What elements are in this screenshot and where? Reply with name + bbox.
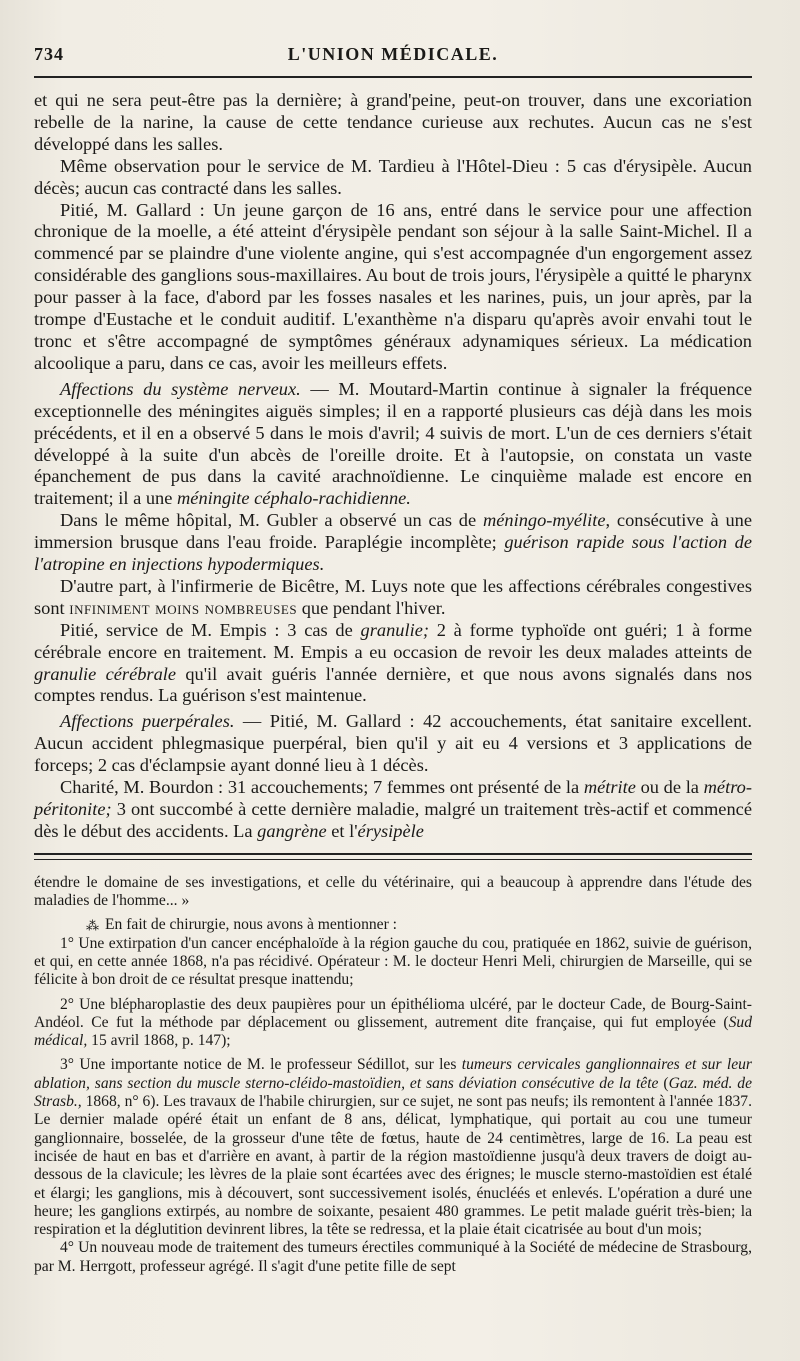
paragraph-text: 4° Un nouveau mode de traitement des tumeurs érectiles communiqué à la Société de médecine de Strasbourg, par M. Herrgott, professeur agrégé. Il s'agit d'une petite fille de sept: [34, 1239, 752, 1275]
paragraph: [34, 156, 752, 200]
italic-term: guérison rapide sous l'action de l'atropine en injections hypodermiques.: [34, 532, 752, 575]
section-heading: Affections du système nerveux.: [60, 378, 301, 399]
paragraph-text: En fait de chirurgie, nous avons à mentionner :: [105, 916, 398, 934]
paragraph-text: et qui ne sera peut-être pas la dernière; à grand'peine, peut-on trouver, dans une excoriation rebelle de la narine, la cause de cette tendance curieuse aux rechutes. Aucun cas ne s'est développé dans les salles.: [34, 90, 752, 154]
paragraph-text: et l': [326, 820, 358, 841]
paragraph: [34, 1056, 752, 1239]
paragraph-text: 3° Une importante notice de M. le professeur Sédillot, sur les: [60, 1056, 462, 1074]
paragraph: [34, 510, 752, 576]
paragraph-text: — M. Moutard-Martin continue à signaler la fréquence exceptionnelle des méningites aiguës simples; il en a rapporté plusieurs cas déjà dans les mois précédents, et il en a observé 5 dans le mois d'avril; 4 suivis de mort. L'un de ces derniers s'était développé à la suite d'un abcès de l'oreille droite. Et à l'autopsie, on constata un vaste épanchement de pus dans la cavité arachnoïdienne. Le cinquième malade est encore en traitement; il a une: [34, 378, 752, 509]
paragraph-text: qu'il avait guéris l'année dernière, et que nous avons signalés dans nos comptes rendus. La guérison s'est maintenue.: [34, 663, 752, 706]
italic-term: gangrène: [257, 820, 327, 841]
header-rule: [34, 76, 752, 78]
main-text: [34, 90, 752, 843]
paragraph-text: 2 à forme typhoïde ont guéri; 1 à forme cérébrale encore en traitement. M. Empis a eu occasion de revoir les deux malades atteints de: [34, 619, 752, 662]
paragraph: [34, 916, 752, 934]
italic-term: métrite: [583, 777, 636, 798]
italic-term: granulie;: [360, 619, 429, 640]
paragraph: [34, 777, 752, 843]
italic-term: Gaz. méd. de Strasb.,: [34, 1074, 753, 1111]
paragraph: [34, 996, 752, 1051]
section-heading: Affections puerpérales.: [60, 711, 235, 732]
italic-term: Sud médical,: [34, 1013, 752, 1050]
paragraph-text: Pitié, M. Gallard : Un jeune garçon de 16 ans, entré dans le service pour une affection chronique de la moelle, a été atteint d'érysipèle pendant son séjour à la salle Saint-Michel. Il a commencé par se plaindre d'une violente angine, qui s'est accompagnée d'un engorgement assez considérable des ganglions sous-maxillaires. Au bout de trois jours, l'érysipèle a quitté le pharynx pour passer à la face, d'abord par les fosses nasales et les narines, puis, un jour après, par la trompe d'Eustache et le conduit auditif. L'exanthème n'a disparu qu'après avoir envahi tout le tronc et s'être accompagné de symptômes généraux adynamiques sérieux. La médication alcoolique a paru, dans ce cas, avoir les meilleurs effets.: [34, 199, 752, 373]
paragraph-text: Dans le même hôpital, M. Gubler a observé un cas de: [60, 510, 483, 531]
paragraph-text: que pendant l'hiver.: [297, 597, 446, 618]
page-number: 734: [34, 44, 64, 64]
feuilleton-rule: [34, 853, 752, 860]
paragraph-text: — Pitié, M. Gallard : 42 accouchements, état sanitaire excellent. Aucun accident phlegmasique puerpéral, bien qu'il y ait eu 4 versions et 3 applications de forceps; 2 cas d'éclampsie ayant donné lieu à 1 décès.: [34, 711, 752, 776]
italic-term: érysipèle: [357, 820, 424, 841]
paragraph-text: Charité, M. Bourdon : 31 accouchements; 7 femmes ont présenté de la: [60, 777, 584, 798]
paragraph: [34, 379, 752, 510]
italic-term: tumeurs cervicales ganglionnaires et sur leur ablation, sans section du muscle sterno-cléido-mastoïdien, et sans déviation consécutive de la tête: [34, 1056, 752, 1092]
italic-term: méningite céphalo-rachidienne.: [177, 488, 411, 509]
feuilleton-text: [34, 874, 752, 1276]
italic-term: méningo-myélite: [482, 510, 606, 531]
small-caps-emphasis: infiniment moins nombreuses: [69, 597, 298, 618]
paragraph-text: 1° Une extirpation d'un cancer encéphaloïde à la région gauche du cou, pratiquée en 1862, suivie de guérison, et qui, en cette année 1868, n'a pas récidivé. Opérateur : M. le docteur Henri Meli, chirurgien de Marseille, qui se félicite à bon droit de ce résultat presque inattendu;: [34, 934, 752, 989]
paragraph: [34, 874, 752, 911]
italic-term: métro-péritonite;: [34, 777, 752, 819]
paragraph-text: Pitié, service de M. Empis : 3 cas de: [60, 619, 361, 640]
paragraph-text: 2° Une blépharoplastie des deux paupières pour un épithélioma ulcéré, par le docteur Cade, de Bourg-Saint-Andéol. Ce fut la méthode par déplacement ou glissement, autrement dite française, qui fut employée (: [34, 995, 752, 1031]
paragraph: [34, 620, 752, 708]
page-header: [34, 38, 752, 72]
paragraph-text: (: [658, 1074, 669, 1092]
paragraph: [34, 711, 752, 777]
italic-term: granulie cérébrale: [34, 663, 177, 684]
paragraph-text: étendre le domaine de ses investigations, et celle du vétérinaire, qui a beaucoup à apprendre dans l'étude des maladies de l'homme... »: [34, 873, 752, 910]
asterism-icon: ⁂: [86, 917, 99, 933]
paragraph-text: 3 ont succombé à cette dernière maladie, malgré un traitement très-actif et commencé dès le début des accidents. La: [34, 799, 752, 841]
paragraph-text: 1868, n° 6). Les travaux de l'habile chirurgien, sur ce sujet, ne sont pas neufs; ils remontent à l'année 1837. Le dernier malade opéré était un enfant de 8 ans, délicat, lymphatique, qui portait au cou une tumeur ganglionnaire, bosselée, de la grosseur d'une tête de fœtus, haute de 24 centimètres, large de 16. La peau est incisée de haut en bas et d'arrière en avant, à partir de la région mastoïdienne jusqu'à deux travers de doigt au-dessous de la clavicule; les lèvres de la plaie sont écartées avec des érignes; le muscle sterno-mastoïdien est étalé et élargi; les ganglions, mis à découvert, sont successivement isolés, énucléés et enlevés. L'opération a duré une heure; les ganglions extirpés, au nombre de soixante, pesaient 480 grammes. Le petit malade guérit très-bien; la respiration et la déglutition devinrent libres, la tête se redressa, et la plaie était cicatrisée au bout d'un mois;: [34, 1093, 752, 1239]
paragraph-text: D'autre part, à l'infirmerie de Bicêtre, M. Luys note que les affections cérébrales congestives sont: [34, 575, 752, 618]
running-title: L'UNION MÉDICALE.: [287, 44, 499, 64]
paragraph: [34, 1239, 752, 1276]
paragraph-text: 15 avril 1868, p. 147);: [87, 1032, 231, 1050]
paragraph: [34, 576, 752, 620]
paragraph-text: ou de la: [635, 777, 704, 798]
paragraph: [34, 90, 752, 156]
paragraph: [34, 200, 752, 375]
paragraph-text: Même observation pour le service de M. Tardieu à l'Hôtel-Dieu : 5 cas d'érysipèle. Aucun décès; aucun cas contracté dans les salles.: [34, 155, 752, 198]
paragraph: [34, 935, 752, 990]
paragraph-text: , consécutive à une immersion brusque dans l'eau froide. Paraplégie incomplète;: [34, 510, 752, 553]
